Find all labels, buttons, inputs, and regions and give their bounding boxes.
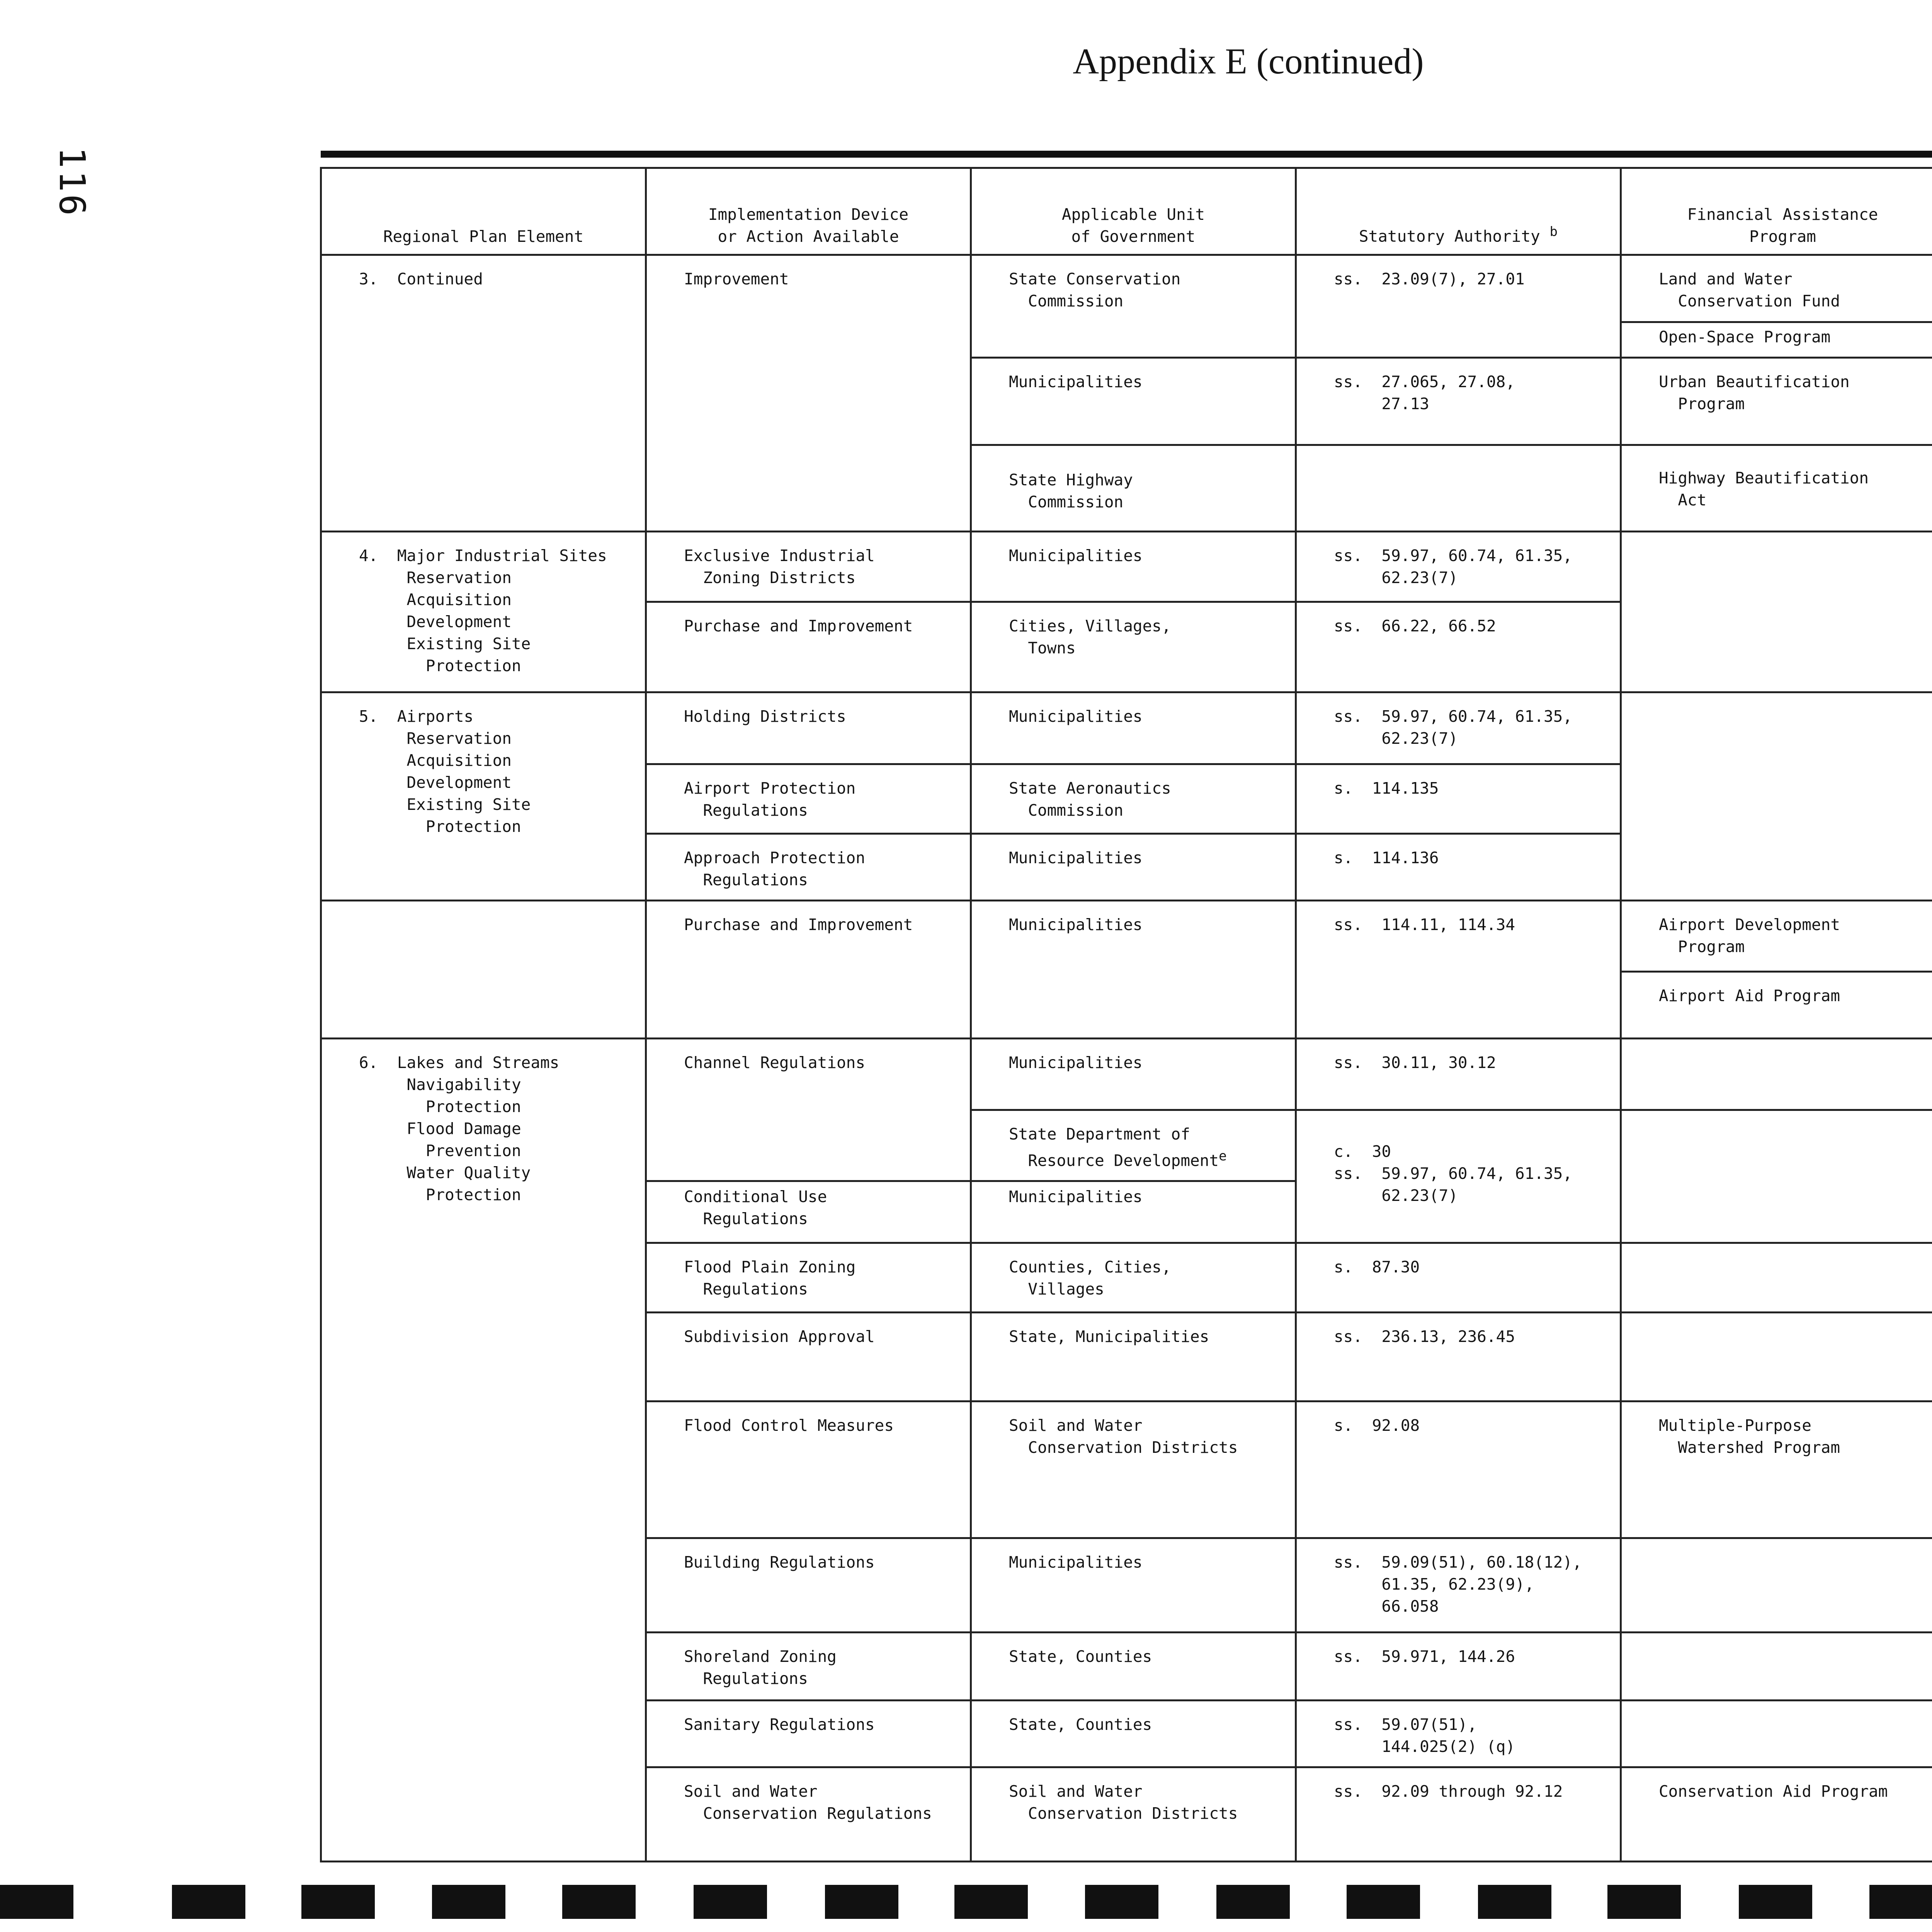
unit-cell: State Aeronautics Commission xyxy=(971,764,1296,834)
device-cell: Building Regulations xyxy=(646,1538,971,1633)
device-cell: Conditional Use Regulations xyxy=(646,1181,971,1243)
authority-cell: ss. 59.97, 60.74, 61.35, 62.23(7) xyxy=(1296,692,1621,764)
program-cell: Airport Aid Program xyxy=(1621,972,1932,1039)
table-header-row xyxy=(321,168,1932,255)
unit-cell: Municipalities xyxy=(971,1181,1296,1243)
table-row xyxy=(321,532,1932,602)
program-cell xyxy=(1621,1633,1932,1701)
device-cell: Purchase and Improvement xyxy=(646,901,971,1039)
authority-cell: c. 30 ss. 59.97, 60.74, 61.35, 62.23(7) xyxy=(1296,1110,1621,1243)
program-cell xyxy=(1621,532,1932,692)
program-cell: Land and Water Conservation Fund xyxy=(1621,255,1932,322)
page-title: Appendix E (continued) xyxy=(1073,41,1424,82)
registration-mark xyxy=(1478,1885,1551,1919)
plan-element-6: 6. Lakes and Streams Navigability Protection Flood Damage Prevention Water Quality Protection xyxy=(321,1039,646,1862)
registration-mark xyxy=(172,1885,245,1919)
program-cell xyxy=(1621,1110,1932,1243)
registration-mark xyxy=(1869,1885,1932,1919)
authority-cell: ss. 59.07(51), 144.025(2) (q) xyxy=(1296,1701,1621,1767)
top-rule xyxy=(321,151,1932,158)
unit-cell: State Department of Resource Development$^e$ xyxy=(971,1110,1296,1181)
authority-cell: ss. 59.971, 144.26 xyxy=(1296,1633,1621,1701)
unit-cell: State, Municipalities xyxy=(971,1313,1296,1401)
table-row xyxy=(321,1039,1932,1110)
unit-cell: Municipalities xyxy=(971,692,1296,764)
authority-cell: ss. 236.13, 236.45 xyxy=(1296,1313,1621,1401)
authority-cell: ss. 27.065, 27.08, 27.13 xyxy=(1296,358,1621,445)
device-cell: Holding Districts xyxy=(646,692,971,764)
program-cell xyxy=(1621,692,1932,901)
authority-cell: ss. 114.11, 114.34 xyxy=(1296,901,1621,1039)
plan-element-3: 3. Continued xyxy=(321,255,646,532)
unit-cell: Cities, Villages, Towns xyxy=(971,602,1296,692)
unit-cell: Municipalities xyxy=(971,358,1296,445)
program-cell: Highway Beautification Act xyxy=(1621,445,1932,532)
registration-mark xyxy=(954,1885,1028,1919)
footnote-marker: b xyxy=(1549,224,1558,240)
program-cell xyxy=(1621,1701,1932,1767)
device-cell: Improvement xyxy=(646,255,971,532)
unit-cell: Municipalities xyxy=(971,1039,1296,1110)
authority-cell: ss. 59.97, 60.74, 61.35, 62.23(7) xyxy=(1296,532,1621,602)
program-cell xyxy=(1621,1538,1932,1633)
plan-element-4: 4. Major Industrial Sites Reservation Acquisition Development Existing Site Protection xyxy=(321,532,646,692)
unit-cell: Municipalities xyxy=(971,1538,1296,1633)
appendix-table xyxy=(320,167,1932,1862)
program-cell: Multiple-Purpose Watershed Program xyxy=(1621,1401,1932,1538)
program-cell: Open-Space Program xyxy=(1621,322,1932,358)
device-cell: Soil and Water Conservation Regulations xyxy=(646,1767,971,1862)
unit-cell: State, Counties xyxy=(971,1701,1296,1767)
unit-cell: Municipalities xyxy=(971,901,1296,1039)
unit-cell: Soil and Water Conservation Districts xyxy=(971,1401,1296,1538)
unit-cell: State Conservation Commission xyxy=(971,255,1296,358)
unit-cell: Counties, Cities, Villages xyxy=(971,1243,1296,1313)
authority-cell: ss. 30.11, 30.12 xyxy=(1296,1039,1621,1110)
unit-cell: Municipalities xyxy=(971,532,1296,602)
device-cell: Purchase and Improvement xyxy=(646,602,971,692)
device-cell: Sanitary Regulations xyxy=(646,1701,971,1767)
device-cell: Exclusive Industrial Zoning Districts xyxy=(646,532,971,602)
unit-cell: Soil and Water Conservation Districts xyxy=(971,1767,1296,1862)
registration-mark xyxy=(432,1885,505,1919)
device-cell: Channel Regulations xyxy=(646,1039,971,1181)
registration-mark xyxy=(825,1885,898,1919)
program-cell xyxy=(1621,1313,1932,1401)
unit-cell: Municipalities xyxy=(971,834,1296,901)
header-regional-plan-element: Regional Plan Element xyxy=(321,168,646,255)
authority-cell: ss. 92.09 through 92.12 xyxy=(1296,1767,1621,1862)
page-number: 116 xyxy=(51,147,93,218)
registration-mark xyxy=(1347,1885,1420,1919)
registration-mark xyxy=(562,1885,636,1919)
authority-cell: s. 114.135 xyxy=(1296,764,1621,834)
device-cell: Flood Plain Zoning Regulations xyxy=(646,1243,971,1313)
header-statutory-authority: Statutory Authority $^b$ xyxy=(1296,168,1621,255)
authority-cell: s. 92.08 xyxy=(1296,1401,1621,1538)
plan-element-5: 5. Airports Reservation Acquisition Development Existing Site Protection xyxy=(321,692,646,901)
header-applicable-unit: Applicable Unit of Government xyxy=(971,168,1296,255)
authority-cell: s. 114.136 xyxy=(1296,834,1621,901)
device-cell: Airport Protection Regulations xyxy=(646,764,971,834)
device-cell: Approach Protection Regulations xyxy=(646,834,971,901)
header-financial-assistance: Financial Assistance Program xyxy=(1621,168,1932,255)
authority-cell xyxy=(1296,445,1621,532)
authority-cell: ss. 66.22, 66.52 xyxy=(1296,602,1621,692)
registration-mark xyxy=(1085,1885,1158,1919)
program-cell: Airport Development Program xyxy=(1621,901,1932,972)
device-cell: Shoreland Zoning Regulations xyxy=(646,1633,971,1701)
table-row xyxy=(321,255,1932,322)
unit-cell: State Highway Commission xyxy=(971,445,1296,532)
table-row xyxy=(321,692,1932,764)
header-implementation-device: Implementation Device or Action Available xyxy=(646,168,971,255)
registration-mark xyxy=(1739,1885,1812,1919)
program-cell xyxy=(1621,1243,1932,1313)
footnote-marker: e xyxy=(1219,1148,1227,1164)
device-cell: Flood Control Measures xyxy=(646,1401,971,1538)
registration-mark xyxy=(301,1885,375,1919)
authority-cell: ss. 23.09(7), 27.01 xyxy=(1296,255,1621,358)
device-cell: Subdivision Approval xyxy=(646,1313,971,1401)
plan-element-empty xyxy=(321,901,646,1039)
program-cell: Urban Beautification Program xyxy=(1621,358,1932,445)
registration-mark xyxy=(694,1885,767,1919)
registration-mark xyxy=(0,1885,73,1919)
unit-cell: State, Counties xyxy=(971,1633,1296,1701)
authority-cell: s. 87.30 xyxy=(1296,1243,1621,1313)
authority-cell: ss. 59.09(51), 60.18(12), 61.35, 62.23(9), 66.058 xyxy=(1296,1538,1621,1633)
registration-mark xyxy=(1607,1885,1681,1919)
program-cell xyxy=(1621,1039,1932,1110)
registration-marks xyxy=(0,1885,1932,1919)
registration-mark xyxy=(1216,1885,1290,1919)
table-row xyxy=(321,901,1932,972)
program-cell: Conservation Aid Program xyxy=(1621,1767,1932,1862)
